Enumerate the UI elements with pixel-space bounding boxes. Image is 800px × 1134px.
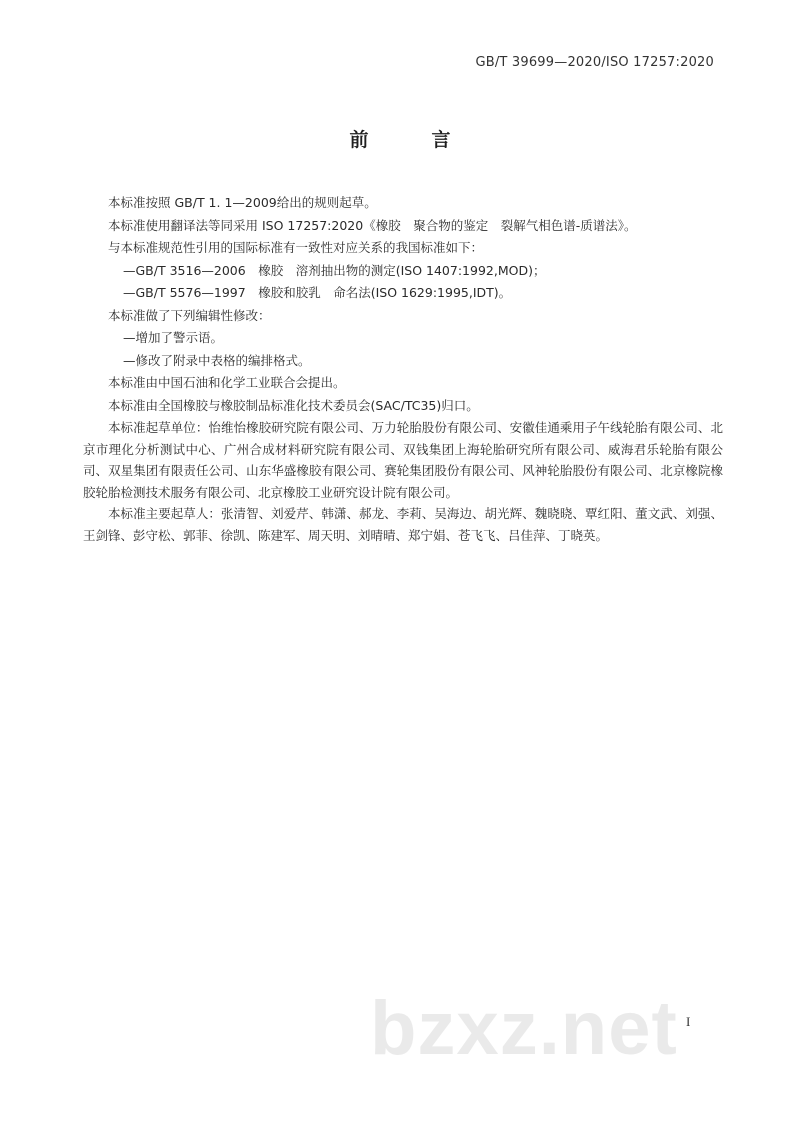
list-item-change-2: —修改了附录中表格的编排格式。 [123,352,311,368]
list-item-reference-2: —GB/T 5576—1997 橡胶和胶乳 命名法(ISO 1629:1995,IDT)。 [123,285,512,300]
paragraph-adoption: 本标准使用翻译法等同采用 ISO 17257:2020《橡胶 聚合物的鉴定 裂解气相色谱-质谱法》。 [108,217,637,233]
paragraph-under-jurisdiction: 本标准由全国橡胶与橡胶制品标准化技术委员会(SAC/TC35)归口。 [108,397,479,413]
paragraph-proposed-by: 本标准由中国石油和化学工业联合会提出。 [108,375,346,390]
watermark-logo: bzxz.net [370,986,678,1071]
paragraph-normative-references: 与本标准规范性引用的国际标准有一致性对应关系的我国标准如下： [108,240,484,255]
foreword-body [83,192,723,546]
list-item-reference-1: —GB/T 3516—2006 橡胶 溶剂抽出物的测定(ISO 1407:1992,MOD)； [123,262,546,278]
paragraph-drafting-rules: 本标准按照 GB/T 1. 1—2009给出的规则起草。 [108,195,377,210]
page-title: 前 言 [349,129,473,151]
list-item-change-1: —增加了警示语。 [123,330,224,345]
page-number: I [686,1014,691,1029]
standard-code: GB/T 39699—2020/ISO 17257:2020 [475,55,714,70]
paragraph-drafting-units: 本标准起草单位：怡维怡橡胶研究院有限公司、万力轮胎股份有限公司、安徽佳通乘用子午线轮胎有限公司、北京市理化分析测试中心、广州合成材料研究院有限公司、双钱集团上海轮胎研究所有限公司、威海君乐轮胎有限公司、双星集团有限责任公司、山东华盛橡胶有限公司、赛轮集团股份有限公司、风神轮胎股份有限公司、北京橡院橡胶轮胎检测技术服务有限公司、北京橡胶工业研究设计院有限公司。 [83,420,723,500]
paragraph-drafters: 本标准主要起草人：张清智、刘爱芹、韩潇、郝龙、李莉、吴海边、胡光辉、魏晓晓、覃红阳、董文武、刘强、王剑锋、彭守松、郭菲、徐凯、陈建军、周天明、刘晴晴、郑宁娟、苍飞飞、吕佳萍、丁晓英。 [83,506,723,543]
paragraph-editorial-changes: 本标准做了下列编辑性修改： [108,307,271,323]
